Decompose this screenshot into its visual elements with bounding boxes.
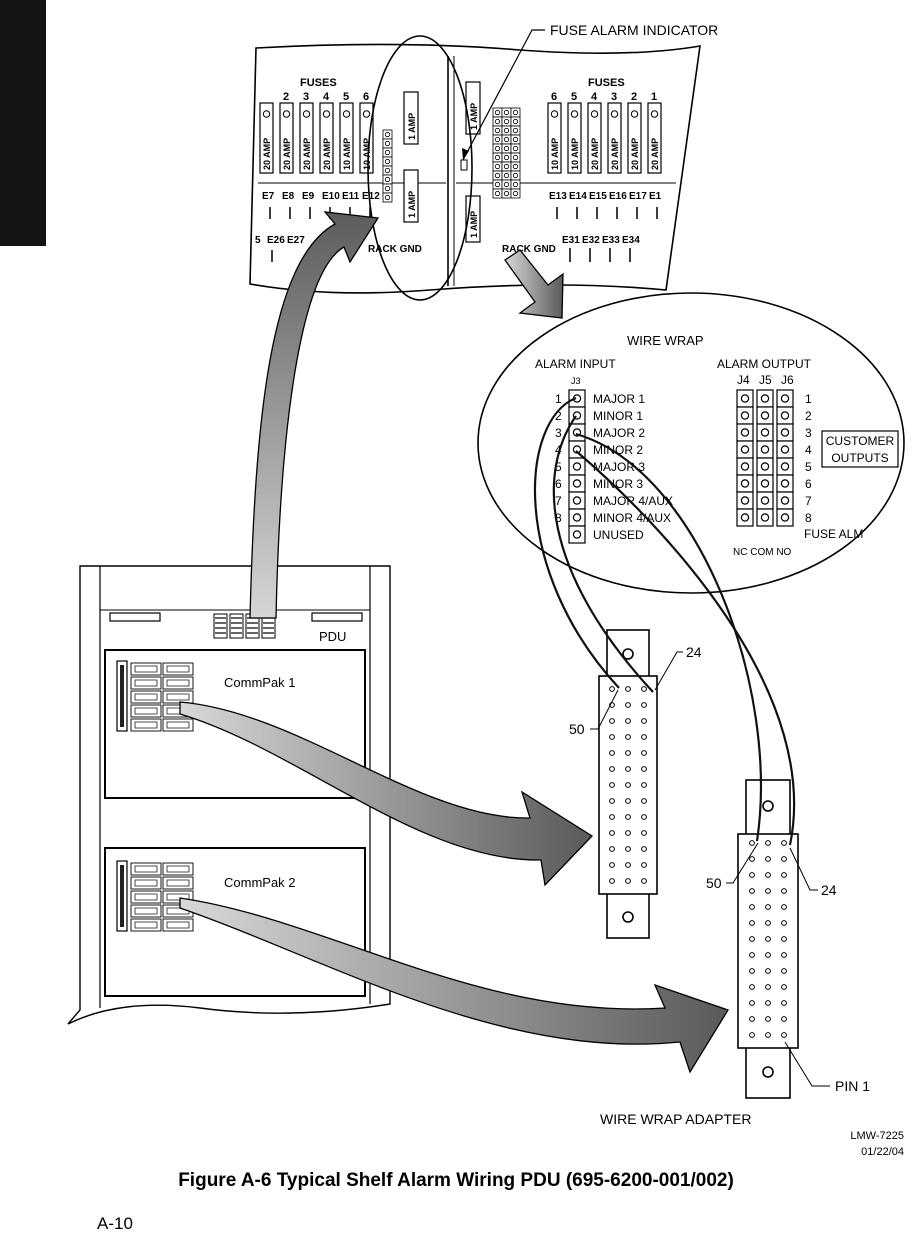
fuse-amp-label: 20 AMP bbox=[262, 137, 272, 170]
terminal-cell bbox=[493, 153, 502, 162]
j3-signal: MINOR 3 bbox=[593, 477, 644, 491]
fuse-indicator bbox=[571, 111, 577, 117]
output-row-number: 3 bbox=[805, 426, 812, 440]
pin1-label: PIN 1 bbox=[835, 1078, 871, 1094]
fuses-title-left: FUSES bbox=[300, 77, 337, 89]
adapter-pin bbox=[766, 857, 771, 862]
e-terminal-label: E8 bbox=[282, 191, 295, 202]
output-pin bbox=[781, 514, 788, 521]
fuse-indicator bbox=[343, 111, 349, 117]
adapter-pin bbox=[610, 687, 615, 692]
j3-terminal-block bbox=[569, 390, 585, 543]
alarm-output-title: ALARM OUTPUT bbox=[717, 357, 812, 371]
fuse-amp-label: 10 AMP bbox=[570, 137, 580, 170]
fuses-title-right: FUSES bbox=[588, 77, 625, 89]
adapter-pin bbox=[610, 767, 615, 772]
adapter-pin bbox=[642, 799, 647, 804]
e-terminal-label: E15 bbox=[589, 191, 607, 202]
adapter-pin bbox=[642, 863, 647, 868]
fuse-indicator bbox=[551, 111, 557, 117]
adapter-pin bbox=[750, 841, 755, 846]
one-amp-label-4: 1 AMP bbox=[469, 210, 479, 238]
e-terminal-label: E16 bbox=[609, 191, 627, 202]
terminal-cell bbox=[511, 189, 520, 198]
j3-pin bbox=[573, 514, 580, 521]
output-row-number: 5 bbox=[805, 460, 812, 474]
commpak2-label: CommPak 2 bbox=[224, 875, 296, 890]
e-terminal-label: E32 bbox=[582, 235, 600, 246]
adapter-pin bbox=[642, 687, 647, 692]
terminal-cell bbox=[502, 162, 511, 171]
fuse-indicator bbox=[363, 111, 369, 117]
commpak-port bbox=[163, 919, 193, 931]
j3-pin bbox=[573, 480, 580, 487]
adapter-pin bbox=[642, 767, 647, 772]
wire-wrap-adapter-label: WIRE WRAP ADAPTER bbox=[600, 1111, 752, 1127]
output-row-number: 2 bbox=[805, 409, 812, 423]
adapter-pin bbox=[782, 905, 787, 910]
j3-signal: MAJOR 1 bbox=[593, 392, 646, 406]
output-row-number: 6 bbox=[805, 477, 812, 491]
commpak-port bbox=[163, 691, 193, 703]
adapter-pin bbox=[782, 1033, 787, 1038]
fuse-alm-label: FUSE ALM bbox=[804, 527, 864, 541]
output-terminal-blocks bbox=[737, 390, 793, 526]
adapter-pin bbox=[766, 1033, 771, 1038]
adapter-pin bbox=[782, 969, 787, 974]
j3-pin-number: 8 bbox=[555, 511, 562, 525]
adapter-pin bbox=[750, 921, 755, 926]
adapter-pin bbox=[766, 985, 771, 990]
terminal-cell bbox=[493, 180, 502, 189]
commpak-main-connector-pins bbox=[120, 665, 124, 727]
page-number: A-10 bbox=[97, 1214, 133, 1233]
commpak-port bbox=[163, 863, 193, 875]
adapter-pin bbox=[610, 799, 615, 804]
j3-pin bbox=[573, 463, 580, 470]
one-amp-label-1: 1 AMP bbox=[407, 112, 417, 140]
j3-pin-number: 7 bbox=[555, 494, 562, 508]
terminal-cell bbox=[502, 153, 511, 162]
adapter-pin bbox=[642, 847, 647, 852]
fuse-number: 6 bbox=[363, 91, 370, 103]
one-amp-label-2: 1 AMP bbox=[407, 190, 417, 218]
e-terminal-label: E11 bbox=[342, 191, 360, 202]
adapter-pin bbox=[766, 873, 771, 878]
adapter-pin bbox=[642, 879, 647, 884]
j3-pin-number: 5 bbox=[555, 460, 562, 474]
terminal-cell bbox=[383, 139, 392, 148]
adapter-pin bbox=[610, 879, 615, 884]
j3-pin bbox=[573, 497, 580, 504]
adapter-pin bbox=[642, 735, 647, 740]
fuse-indicator bbox=[611, 111, 617, 117]
fuse-number: 1 bbox=[651, 91, 658, 103]
nc-com-no-label: NC COM NO bbox=[733, 547, 792, 558]
drawing-id: LMW-7225 bbox=[850, 1130, 904, 1142]
fuse-indicator bbox=[323, 111, 329, 117]
fuse-indicator bbox=[303, 111, 309, 117]
e-terminal-label: E13 bbox=[549, 191, 567, 202]
adapter-pin bbox=[766, 841, 771, 846]
fuse-amp-label: 20 AMP bbox=[630, 137, 640, 170]
adapter1-24-leader bbox=[655, 652, 683, 690]
adapter-pin bbox=[642, 783, 647, 788]
output-pin bbox=[741, 514, 748, 521]
fuse-amp-label: 20 AMP bbox=[590, 137, 600, 170]
output-row-number: 1 bbox=[805, 392, 812, 406]
adapter-pin bbox=[766, 969, 771, 974]
terminal-cell bbox=[383, 157, 392, 166]
wire-wrap-title: WIRE WRAP bbox=[627, 333, 704, 348]
fuse-number: 2 bbox=[631, 91, 638, 103]
terminal-cell bbox=[511, 144, 520, 153]
fuse-amp-label: 20 AMP bbox=[650, 137, 660, 170]
adapter-pin bbox=[642, 751, 647, 756]
fuse-number: 4 bbox=[591, 91, 598, 103]
adapter-pin bbox=[750, 857, 755, 862]
fuse-number: 6 bbox=[551, 91, 558, 103]
terminal-cell bbox=[502, 108, 511, 117]
terminal-cell bbox=[502, 189, 511, 198]
output-pin bbox=[761, 395, 768, 402]
terminal-cell bbox=[493, 162, 502, 171]
adapter-pin bbox=[626, 751, 631, 756]
fuse-amp-label: 20 AMP bbox=[322, 137, 332, 170]
drawing-date: 01/22/04 bbox=[861, 1146, 904, 1158]
adapter-pin bbox=[750, 889, 755, 894]
terminal-cell bbox=[493, 135, 502, 144]
terminal-cell bbox=[511, 117, 520, 126]
j3-pin-number: 1 bbox=[555, 392, 562, 406]
terminal-cell bbox=[383, 175, 392, 184]
j3-signal: UNUSED bbox=[593, 528, 644, 542]
output-pin bbox=[761, 514, 768, 521]
output-pin bbox=[781, 480, 788, 487]
rack-gnd-left-label: RACK GND bbox=[368, 244, 422, 255]
terminal-cell bbox=[511, 126, 520, 135]
terminal-cell bbox=[493, 144, 502, 153]
one-amp-label-3: 1 AMP bbox=[469, 102, 479, 130]
j3-signal: MAJOR 2 bbox=[593, 426, 646, 440]
output-connector-label: J5 bbox=[759, 373, 772, 387]
adapter-pin bbox=[626, 687, 631, 692]
terminal-cell bbox=[511, 171, 520, 180]
adapter-pin bbox=[626, 703, 631, 708]
output-pin bbox=[781, 446, 788, 453]
commpak-port bbox=[131, 719, 161, 731]
adapter-pin bbox=[626, 847, 631, 852]
e-terminal-label: E27 bbox=[287, 235, 305, 246]
adapter-pin bbox=[610, 751, 615, 756]
e-terminal-label: E9 bbox=[302, 191, 315, 202]
output-pin bbox=[781, 429, 788, 436]
adapter-pin bbox=[766, 937, 771, 942]
commpak-port bbox=[131, 691, 161, 703]
alarm-input-title: ALARM INPUT bbox=[535, 357, 616, 371]
e-terminal-label: E10 bbox=[322, 191, 340, 202]
fuse-amp-label: 10 AMP bbox=[550, 137, 560, 170]
adapter-pin bbox=[782, 985, 787, 990]
output-connector-label: J6 bbox=[781, 373, 794, 387]
fuse-number: 4 bbox=[323, 91, 330, 103]
adapter-pin bbox=[626, 735, 631, 740]
adapter-pin bbox=[610, 719, 615, 724]
output-pin bbox=[741, 412, 748, 419]
adapter-pin bbox=[610, 863, 615, 868]
output-pin bbox=[761, 446, 768, 453]
adapter-pin bbox=[782, 1001, 787, 1006]
e-terminal-label: 5 bbox=[255, 235, 261, 246]
adapter-pin bbox=[750, 937, 755, 942]
adapter-pin bbox=[766, 1017, 771, 1022]
adapter-pin bbox=[782, 921, 787, 926]
fuse-number: 3 bbox=[611, 91, 618, 103]
output-pin bbox=[761, 497, 768, 504]
fuse-amp-label: 20 AMP bbox=[282, 137, 292, 170]
terminal-cell bbox=[383, 130, 392, 139]
terminal-cell bbox=[493, 189, 502, 198]
e-terminal-label: E31 bbox=[562, 235, 580, 246]
terminal-cell bbox=[502, 117, 511, 126]
adapter-pin bbox=[750, 1001, 755, 1006]
terminal-cell bbox=[502, 171, 511, 180]
adapter-pin bbox=[626, 815, 631, 820]
output-connector-labels bbox=[737, 373, 794, 387]
adapter-pin bbox=[782, 889, 787, 894]
j3-signal: MAJOR 3 bbox=[593, 460, 646, 474]
adapter-pin bbox=[750, 1017, 755, 1022]
adapter-pin bbox=[626, 799, 631, 804]
commpak-port bbox=[131, 877, 161, 889]
e-terminal-label: E1 bbox=[649, 191, 662, 202]
adapter-pin bbox=[782, 953, 787, 958]
terminal-cell bbox=[493, 126, 502, 135]
adapter-pin bbox=[750, 905, 755, 910]
j3-label: J3 bbox=[571, 376, 581, 386]
terminal-cell bbox=[502, 135, 511, 144]
terminal-cell bbox=[502, 144, 511, 153]
output-connector-label: J4 bbox=[737, 373, 750, 387]
commpak-port bbox=[131, 677, 161, 689]
adapter-pin bbox=[766, 921, 771, 926]
commpak-port bbox=[131, 891, 161, 903]
output-row-number: 8 bbox=[805, 511, 812, 525]
adapter-pin bbox=[626, 863, 631, 868]
j3-pin-number: 2 bbox=[555, 409, 562, 423]
e-terminal-label: E26 bbox=[267, 235, 285, 246]
terminal-cell bbox=[383, 193, 392, 202]
j3-pin-number: 4 bbox=[555, 443, 562, 457]
fuse-indicator bbox=[283, 111, 289, 117]
commpak-port bbox=[131, 905, 161, 917]
adapter-pin bbox=[766, 953, 771, 958]
rack-gnd-right-label: RACK GND bbox=[502, 244, 556, 255]
adapter-pin bbox=[782, 857, 787, 862]
output-pin bbox=[741, 463, 748, 470]
terminal-cell bbox=[511, 162, 520, 171]
output-row-number: 7 bbox=[805, 494, 812, 508]
commpak1-label: CommPak 1 bbox=[224, 675, 296, 690]
j3-pin-number: 6 bbox=[555, 477, 562, 491]
fuse-alarm-led bbox=[461, 160, 467, 170]
adapter-pin bbox=[610, 847, 615, 852]
e-terminal-label: E33 bbox=[602, 235, 620, 246]
adapter2-50-label: 50 bbox=[706, 875, 722, 891]
j3-signal: MINOR 2 bbox=[593, 443, 644, 457]
adapter1-50-label: 50 bbox=[569, 721, 585, 737]
fuse-number: 5 bbox=[571, 91, 578, 103]
customer-outputs-line2: OUTPUTS bbox=[831, 451, 889, 465]
e-terminal-label: E17 bbox=[629, 191, 647, 202]
adapter-pin bbox=[750, 1033, 755, 1038]
fuse-indicator bbox=[591, 111, 597, 117]
adapter2-24-label: 24 bbox=[821, 882, 837, 898]
fuse-amp-label: 10 AMP bbox=[362, 137, 372, 170]
adapter-pin bbox=[626, 767, 631, 772]
terminal-block-left bbox=[383, 130, 392, 202]
pdu-label: PDU bbox=[319, 629, 347, 644]
adapter-pin bbox=[766, 1001, 771, 1006]
adapter-pin bbox=[766, 905, 771, 910]
commpak-port bbox=[163, 877, 193, 889]
output-pin bbox=[781, 497, 788, 504]
fuse-number: 5 bbox=[343, 91, 350, 103]
adapter-pin bbox=[626, 719, 631, 724]
output-pin bbox=[761, 463, 768, 470]
fuse-amp-label: 10 AMP bbox=[342, 137, 352, 170]
commpak-port bbox=[163, 677, 193, 689]
fuse-indicator bbox=[263, 111, 269, 117]
terminal-cell bbox=[511, 135, 520, 144]
adapter-pin bbox=[782, 873, 787, 878]
adapter-pin bbox=[642, 815, 647, 820]
fuse-number: 2 bbox=[283, 91, 290, 103]
adapter-pin bbox=[782, 841, 787, 846]
commpak-port bbox=[131, 863, 161, 875]
fuse-amp-label: 20 AMP bbox=[610, 137, 620, 170]
adapter-pin bbox=[642, 703, 647, 708]
commpak-port bbox=[131, 919, 161, 931]
adapter-pin bbox=[626, 783, 631, 788]
j3-signal: MINOR 1 bbox=[593, 409, 644, 423]
terminal-cell bbox=[383, 148, 392, 157]
adapter-pin bbox=[782, 937, 787, 942]
commpak-port bbox=[163, 663, 193, 675]
adapter-pin bbox=[642, 719, 647, 724]
terminal-cell bbox=[502, 126, 511, 135]
adapter-pin bbox=[642, 831, 647, 836]
e-terminal-label: E7 bbox=[262, 191, 275, 202]
commpak-port bbox=[131, 663, 161, 675]
adapter-pin bbox=[610, 783, 615, 788]
fuse-number: 3 bbox=[303, 91, 310, 103]
j3-signal: MINOR 4/AUX bbox=[593, 511, 672, 525]
adapter-pin bbox=[766, 889, 771, 894]
customer-outputs-line1: CUSTOMER bbox=[825, 434, 895, 448]
adapter-pin bbox=[750, 969, 755, 974]
terminal-cell bbox=[493, 117, 502, 126]
output-pin bbox=[781, 463, 788, 470]
adapter-pin bbox=[750, 953, 755, 958]
fuse-indicator bbox=[631, 111, 637, 117]
adapter-pin bbox=[750, 873, 755, 878]
fuse-amp-label: 20 AMP bbox=[302, 137, 312, 170]
output-pin bbox=[741, 395, 748, 402]
output-row-number: 4 bbox=[805, 443, 812, 457]
output-pin bbox=[781, 395, 788, 402]
j3-pin bbox=[573, 531, 580, 538]
adapter-pin bbox=[626, 831, 631, 836]
output-pin bbox=[741, 429, 748, 436]
output-pin bbox=[741, 480, 748, 487]
adapter-pin bbox=[626, 879, 631, 884]
output-pin bbox=[761, 480, 768, 487]
terminal-cell bbox=[511, 153, 520, 162]
commpak-main-connector-pins bbox=[120, 865, 124, 927]
e-terminal-label: E12 bbox=[362, 191, 380, 202]
output-pin bbox=[741, 497, 748, 504]
terminal-cell bbox=[493, 108, 502, 117]
terminal-cell bbox=[511, 180, 520, 189]
output-pin bbox=[761, 412, 768, 419]
terminal-block-right bbox=[493, 108, 520, 198]
terminal-cell bbox=[383, 184, 392, 193]
terminal-cell bbox=[511, 108, 520, 117]
commpak-port bbox=[163, 719, 193, 731]
fuse-indicator bbox=[651, 111, 657, 117]
e-terminal-label: E34 bbox=[622, 235, 640, 246]
commpak-port bbox=[131, 705, 161, 717]
adapter-pin bbox=[610, 735, 615, 740]
j3-pin-number: 3 bbox=[555, 426, 562, 440]
adapter-pin bbox=[782, 1017, 787, 1022]
adapter-pin bbox=[610, 831, 615, 836]
output-pin bbox=[781, 412, 788, 419]
j3-signal: MAJOR 4/AUX bbox=[593, 494, 674, 508]
figure-caption: Figure A-6 Typical Shelf Alarm Wiring PDU (695-6200-001/002) bbox=[178, 1170, 734, 1191]
output-pin bbox=[761, 429, 768, 436]
terminal-cell bbox=[502, 180, 511, 189]
terminal-cell bbox=[493, 171, 502, 180]
terminal-cell bbox=[383, 166, 392, 175]
adapter-pin bbox=[610, 815, 615, 820]
e-terminal-label: E14 bbox=[569, 191, 587, 202]
adapter-pin bbox=[750, 985, 755, 990]
fuse-alarm-indicator-label: FUSE ALARM INDICATOR bbox=[550, 22, 719, 38]
output-pin bbox=[741, 446, 748, 453]
adapter1-24-label: 24 bbox=[686, 644, 702, 660]
